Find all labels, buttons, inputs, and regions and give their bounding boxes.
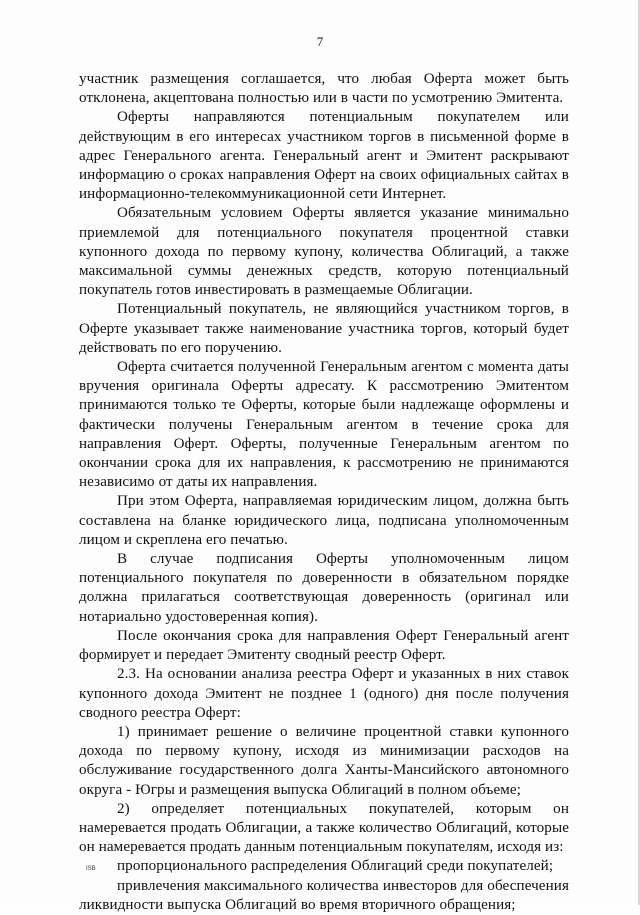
paragraph-8: После окончания срока для направления Оферт Генеральный агент формирует и передает Эмитенту сводный реестр Оферт. bbox=[79, 627, 569, 664]
paragraph-4: Потенциальный покупатель, не являющийся участником торгов, в Оферте указывает также наименование участника торгов, который будет действовать по его поручению. bbox=[79, 301, 569, 356]
paragraph-5: Оферта считается полученной Генеральным агентом с момента даты вручения оригинала Оферты адресату. К рассмотрению Эмитентом принимаются только те Оферты, которые были надлежаще оформлены и фактически получены Генеральным агентом в течение срока для направления Оферт. Оферты, полученные Генеральным агентом по окончании срока для их направления, к рассмотрению не принимаются независимо от даты их направления. bbox=[79, 359, 569, 491]
document-body bbox=[79, 70, 569, 915]
paragraph-2: Оферты направляются потенциальным покупателем или действующим в его интересах участником торгов в письменной форме в адрес Генерального агента. Генеральный агент и Эмитент раскрывают информацию о сроках направления Оферт на своих официальных сайтах в информационно-телекоммуникационной сети Интернет. bbox=[79, 109, 569, 203]
paragraph-13: привлечения максимального количества инвесторов для обеспечения ликвидности выпуска Облигаций во время вторичного обращения; bbox=[79, 877, 569, 913]
page-number: 7 bbox=[316, 34, 324, 49]
paragraph-7: В случае подписания Оферты уполномоченным лицом потенциального покупателя по доверенности в обязательном порядке должна прилагаться соответствующая доверенность (оригинал или нотариально удостоверенная копия). bbox=[79, 551, 569, 625]
paragraph-3: Обязательным условием Оферты является указание минимально приемлемой для потенциального покупателя процентной ставки купонного дохода по первому купону, количества Облигаций, а также максимальной суммы денежных средств, которую потенциальный покупатель готов инвестировать в размещаемые Облигации. bbox=[79, 205, 569, 299]
footer-mark: ISB bbox=[86, 866, 96, 872]
paragraph-9: 2.3. На основании анализа реестра Оферт и указанных в них ставок купонного дохода Эмитент не позднее 1 (одного) дня после получения сводного реестра Оферт: bbox=[79, 666, 569, 721]
paragraph-12: пропорционального распределения Облигаций среди покупателей; bbox=[117, 858, 554, 875]
paragraph-10: 1) принимает решение о величине процентной ставки купонного дохода по первому купону, исходя из минимизации расходов на обслуживание государственного долга Ханты-Мансийского автономного округа - Югры и размещения выпуска Облигаций в полном объеме; bbox=[79, 723, 569, 798]
paragraph-6: При этом Оферта, направляемая юридическим лицом, должна быть составлена на бланке юридического лица, подписана уполномоченным лицом и скреплена его печатью. bbox=[79, 493, 569, 548]
paragraph-11: 2) определяет потенциальных покупателей, которым он намеревается продать Облигации, а также количество Облигаций, которые он намеревается продать данным потенциальным покупателям, исходя из: bbox=[79, 800, 569, 856]
paragraph-1: участник размещения соглашается, что любая Оферта может быть отклонена, акцептована полностью или в части по усмотрению Эмитента. bbox=[79, 71, 569, 107]
